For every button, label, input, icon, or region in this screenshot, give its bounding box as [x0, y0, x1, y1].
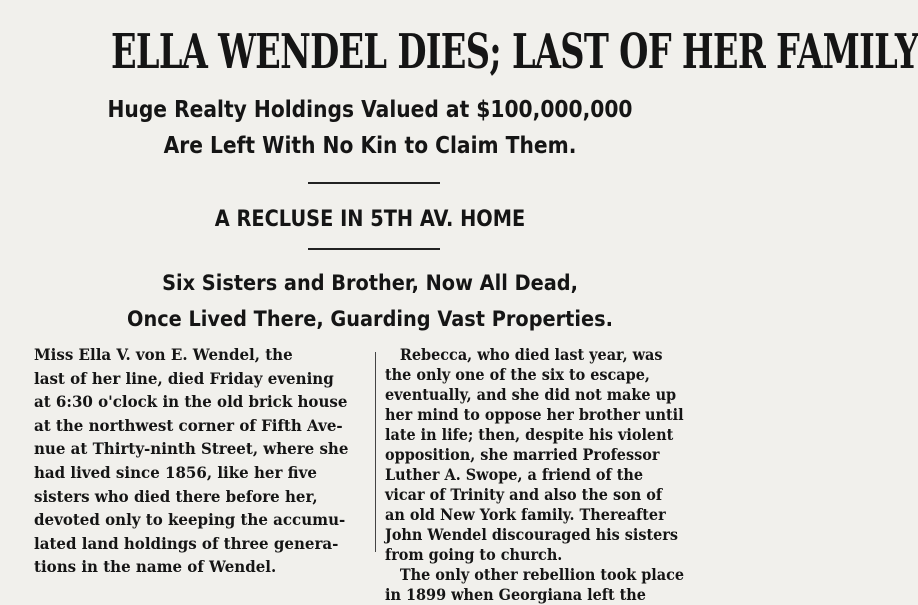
text-line: Rebecca, who died last year, was [399, 345, 663, 364]
text-line: her mind to oppose her brother until [385, 405, 684, 424]
column-divider [375, 352, 376, 552]
text-line: had lived since 1856, like her five [34, 462, 317, 482]
subheadline-3-line-2: Once Lived There, Guarding Vast Properties. [127, 307, 613, 331]
subheadline-1 [44, 92, 695, 164]
text-line: tions in the name of Wendel. [34, 557, 277, 577]
headline: ELLA WENDEL DIES; LAST OF HER FAMILY [111, 24, 918, 80]
text-line: last of her line, died Friday evening [34, 368, 334, 388]
subheadline-3-line-1: Six Sisters and Brother, Now All Dead, [162, 271, 578, 295]
text-line: the only one of the six to escape, [385, 365, 650, 384]
subheadline-2: A RECLUSE IN 5TH AV. HOME [214, 207, 526, 232]
subheadline-1-line-1: Huge Realty Holdings Valued at $100,000,000 [107, 97, 633, 123]
article-column-1 [34, 343, 370, 579]
subheadline-1-line-2: Are Left With No Kin to Claim Them. [163, 133, 577, 159]
text-line: late in life; then, despite his violent [385, 425, 674, 444]
text-line: lated land holdings of three genera- [34, 533, 339, 553]
text-line: vicar of Trinity and also the son of [385, 485, 663, 504]
subheadline-3 [30, 265, 711, 337]
text-line: from going to church. [385, 545, 563, 564]
divider-rule [308, 248, 440, 250]
text-line: at the northwest corner of Fifth Ave- [34, 415, 343, 435]
text-line: an old New York family. Thereafter [385, 505, 666, 524]
text-line: John Wendel discouraged his sisters [385, 525, 678, 544]
text-line: Luther A. Swope, a friend of the [385, 465, 644, 484]
text-line: opposition, she married Professor [385, 445, 660, 464]
text-line: in 1899 when Georgiana left the [385, 585, 646, 604]
text-line: at 6:30 o'clock in the old brick house [34, 392, 348, 412]
article-column-2 [385, 345, 725, 605]
text-line: eventually, and she did not make up [385, 385, 677, 404]
divider-rule [308, 182, 440, 184]
text-line: The only other rebellion took place [399, 565, 685, 584]
text-line: sisters who died there before her, [34, 486, 318, 506]
text-line: nue at Thirty-ninth Street, where she [34, 439, 349, 459]
text-line: Miss Ella V. von E. Wendel, the [34, 345, 293, 364]
text-line: devoted only to keeping the accumu- [34, 510, 346, 530]
